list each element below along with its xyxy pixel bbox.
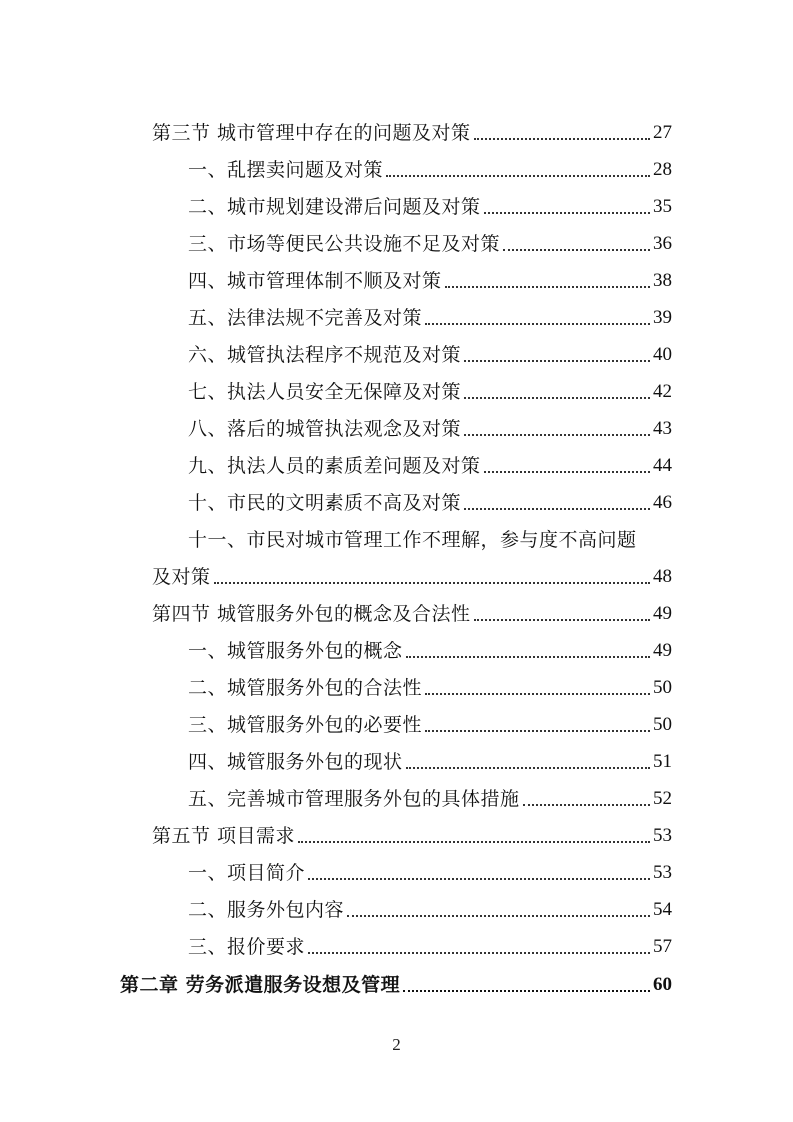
toc-entry[interactable] [0, 858, 793, 888]
dot-leader [386, 174, 650, 177]
toc-entry-wrapped[interactable] [0, 525, 793, 592]
toc-entry-title: 第四节 城管服务外包的概念及合法性 [152, 603, 471, 625]
toc-entry-title: 二、城市规划建设滞后问题及对策 [188, 196, 481, 218]
toc-entry[interactable] [0, 710, 793, 740]
toc-entry-title: 二、服务外包内容 [188, 899, 345, 921]
dot-leader [464, 396, 650, 399]
toc-entry-title: 一、项目简介 [188, 862, 306, 884]
toc-entry-page: 43 [653, 418, 672, 439]
dot-leader [406, 766, 650, 769]
toc-entry-page: 27 [653, 122, 672, 143]
dot-leader [523, 803, 650, 806]
dot-leader [464, 433, 650, 436]
toc-entry-page: 53 [653, 862, 672, 883]
toc-entry[interactable] [0, 266, 793, 296]
toc-entry-page: 48 [653, 566, 672, 587]
toc-entry-page: 49 [653, 603, 672, 624]
dot-leader [484, 211, 650, 214]
toc-entry-page: 52 [653, 788, 672, 809]
toc-entry-page: 57 [653, 936, 672, 957]
dot-leader [214, 581, 650, 584]
toc-entry-title: 第二章 劳务派遣服务设想及管理 [120, 974, 401, 996]
dot-leader [406, 655, 650, 658]
toc-entry-title: 第三节 城市管理中存在的问题及对策 [152, 122, 471, 144]
toc-entry[interactable] [0, 488, 793, 518]
toc-entry[interactable] [0, 192, 793, 222]
toc-entry-page: 44 [653, 455, 672, 476]
dot-leader [308, 877, 650, 880]
toc-entry[interactable] [0, 747, 793, 777]
toc-entry[interactable] [0, 784, 793, 814]
dot-leader [484, 470, 650, 473]
toc-entry-title: 三、市场等便民公共设施不足及对策 [188, 233, 501, 255]
toc-entry-title: 二、城管服务外包的合法性 [188, 677, 423, 699]
toc-entry-page: 42 [653, 381, 672, 402]
toc-entry-title: 十、市民的文明素质不高及对策 [188, 492, 462, 514]
toc-entry-page: 46 [653, 492, 672, 513]
toc-entry-page: 36 [653, 233, 672, 254]
toc-entry-title: 六、城管执法程序不规范及对策 [188, 344, 462, 366]
toc-entry[interactable] [0, 895, 793, 925]
dot-leader [347, 914, 650, 917]
toc-entry[interactable] [0, 377, 793, 407]
toc-entry[interactable] [0, 229, 793, 259]
toc-entry-page: 35 [653, 196, 672, 217]
toc-entry[interactable] [0, 673, 793, 703]
toc-entry-page: 53 [653, 825, 672, 846]
toc-entry[interactable] [0, 932, 793, 962]
toc-entry-title: 第五节 项目需求 [152, 825, 296, 847]
toc-entry-title: 三、报价要求 [188, 936, 306, 958]
toc-entry[interactable] [0, 303, 793, 333]
toc-entry-page: 49 [653, 640, 672, 661]
toc-chapter-entry[interactable] [0, 970, 793, 1000]
dot-leader [445, 285, 650, 288]
toc-entry-page: 28 [653, 159, 672, 180]
toc-entry-title: 三、城管服务外包的必要性 [188, 714, 423, 736]
toc-entry-title-line1: 十一、市民对城市管理工作不理解，参与度不高问题 [188, 529, 637, 551]
toc-entry-page: 51 [653, 751, 672, 772]
toc-entry-title: 五、法律法规不完善及对策 [188, 307, 423, 329]
dot-leader [503, 248, 650, 251]
toc-entry-title: 一、城管服务外包的概念 [188, 640, 403, 662]
toc-entry[interactable] [0, 821, 793, 851]
toc-entry[interactable] [0, 636, 793, 666]
dot-leader [474, 618, 650, 621]
toc-entry-title: 一、乱摆卖问题及对策 [188, 159, 384, 181]
toc-entry[interactable] [0, 599, 793, 629]
toc-entry-title: 八、落后的城管执法观念及对策 [188, 418, 462, 440]
dot-leader [425, 322, 650, 325]
toc-entry-title: 九、执法人员的素质差问题及对策 [188, 455, 481, 477]
toc-entry[interactable] [0, 155, 793, 185]
toc-entry-page: 50 [653, 677, 672, 698]
toc-entry-page: 54 [653, 899, 672, 920]
dot-leader [425, 692, 650, 695]
dot-leader [464, 359, 650, 362]
toc-entry[interactable] [0, 340, 793, 370]
toc-entry-page: 38 [653, 270, 672, 291]
toc-entry-title: 七、执法人员安全无保障及对策 [188, 381, 462, 403]
toc-entry-title: 四、城市管理体制不顺及对策 [188, 270, 442, 292]
dot-leader [308, 951, 650, 954]
dot-leader [403, 989, 650, 992]
toc-entry-title: 四、城管服务外包的现状 [188, 751, 403, 773]
dot-leader [474, 137, 650, 140]
page-number: 2 [392, 1035, 401, 1054]
toc-entry[interactable] [0, 118, 793, 148]
toc-entry-page: 60 [653, 974, 672, 995]
toc-entry[interactable] [0, 414, 793, 444]
toc-entry-page: 39 [653, 307, 672, 328]
toc-entry[interactable] [0, 451, 793, 481]
toc-entry-page: 50 [653, 714, 672, 735]
toc-entry-page: 40 [653, 344, 672, 365]
toc-entry-title: 及对策 [152, 566, 211, 588]
dot-leader [298, 840, 650, 843]
dot-leader [425, 729, 650, 732]
dot-leader [464, 507, 650, 510]
toc-entry-title: 五、完善城市管理服务外包的具体措施 [188, 788, 520, 810]
